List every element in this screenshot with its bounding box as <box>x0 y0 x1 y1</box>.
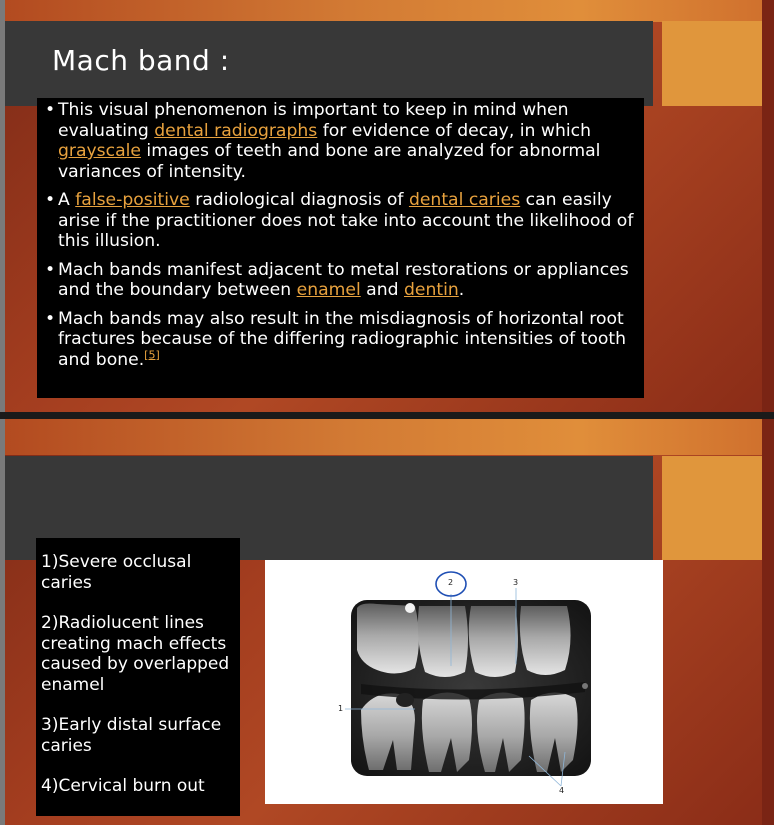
bullet-item <box>45 190 638 252</box>
bullet-dot: • <box>45 100 56 120</box>
bullet-text: can easily arise if the practitioner does not take into account the likelihood of this illusion. <box>58 190 634 251</box>
top-accent-band <box>0 419 774 455</box>
bullet-dot: • <box>45 190 56 210</box>
caption-item: 1)Severe occlusal caries <box>41 552 192 593</box>
bullet-text: radiological diagnosis of <box>189 190 409 210</box>
bullet-text: images of teeth and bone are analyzed for abnormal variances of intensity. <box>58 141 601 182</box>
slide-1 <box>0 0 774 412</box>
top-accent-band <box>0 0 774 22</box>
annotation-label: 2 <box>448 578 454 587</box>
right-edge-strip <box>762 0 774 412</box>
citation-link[interactable]: [5] <box>144 347 160 361</box>
right-edge-strip <box>762 419 774 825</box>
bullet-text: Mach bands may also result in the misdiagnosis of horizontal root fractures because of the differing radiographic intensities of tooth and bone. <box>58 308 627 370</box>
bullet-list <box>45 100 638 370</box>
caption-list-box <box>36 538 240 816</box>
inline-link[interactable]: dental caries <box>408 190 521 210</box>
bullet-item <box>45 309 638 371</box>
inline-link[interactable]: dental radiographs <box>154 120 318 141</box>
accent-square <box>662 21 762 106</box>
caption-item: 3)Early distal surface caries <box>41 715 222 756</box>
bullet-dot: • <box>45 259 56 280</box>
inline-link[interactable]: grayscale <box>58 141 141 161</box>
inline-link[interactable]: enamel <box>296 280 361 300</box>
bullet-text: and <box>360 280 404 300</box>
bullet-text: for evidence of decay, in which <box>317 120 591 141</box>
inline-link[interactable]: false-positive <box>75 190 190 210</box>
bullet-text: . <box>458 280 465 300</box>
dental-radiograph-image <box>265 560 663 804</box>
slide-2 <box>0 419 774 825</box>
inline-link[interactable]: dentin <box>403 280 459 300</box>
caption-item: 2)Radiolucent lines creating mach effects caused by overlapped enamel <box>41 613 230 695</box>
annotation-label: 1 <box>338 704 344 713</box>
bullet-text-box <box>37 98 644 398</box>
caption-item: 4)Cervical burn out <box>41 776 205 796</box>
bullet-text: Mach bands manifest adjacent to metal restorations or appliances and the boundary between <box>58 259 629 300</box>
slide-title: Mach band : <box>52 44 230 77</box>
annotation-label: 3 <box>513 578 519 587</box>
bullet-text: This visual phenomenon is important to keep in mind when evaluating <box>58 100 569 141</box>
bullet-text: A <box>58 190 76 210</box>
bullet-item <box>45 260 638 301</box>
annotation-label: 4 <box>559 786 565 795</box>
bullet-item <box>45 100 638 182</box>
radiograph-illustration <box>265 560 663 804</box>
accent-square <box>662 456 762 560</box>
bullet-dot: • <box>45 308 56 329</box>
